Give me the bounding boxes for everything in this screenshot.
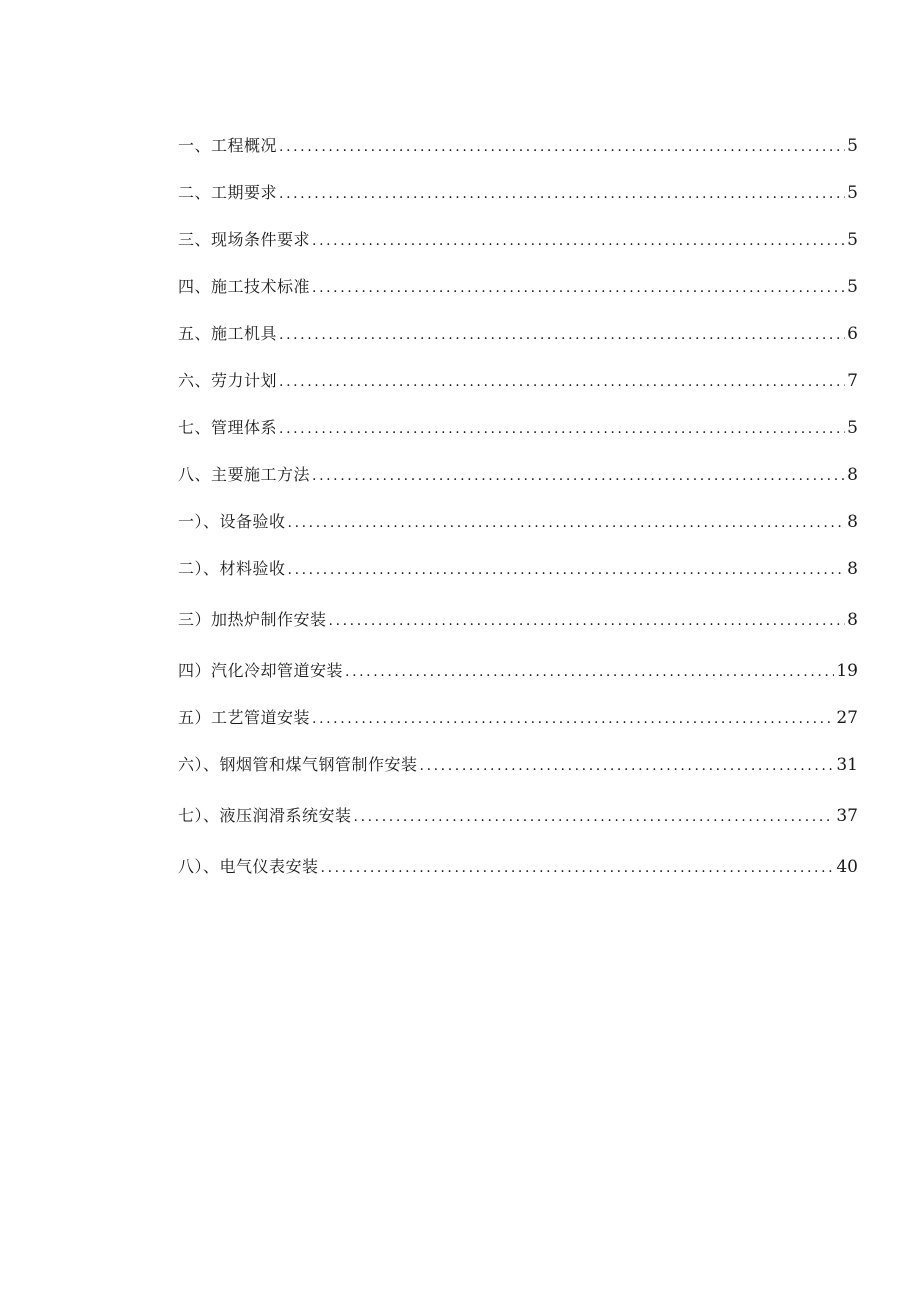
toc-entry-2[interactable] bbox=[178, 175, 858, 211]
toc-dot-leader bbox=[312, 270, 845, 306]
toc-entry-title: 四、施工技术标准 bbox=[178, 277, 311, 296]
toc-dot-leader bbox=[354, 799, 835, 835]
toc-dot-leader bbox=[279, 364, 845, 400]
toc-entry-4[interactable] bbox=[178, 269, 858, 305]
toc-entry-title: 四）汽化冷却管道安装 bbox=[178, 661, 344, 680]
toc-entry-page: 37 bbox=[836, 806, 858, 826]
toc-dot-leader bbox=[312, 701, 834, 737]
toc-entry-3[interactable] bbox=[178, 222, 858, 258]
toc-entry-page: 7 bbox=[847, 371, 858, 391]
toc-dot-leader bbox=[279, 317, 845, 353]
toc-dot-leader bbox=[312, 223, 845, 259]
toc-entry-6[interactable] bbox=[178, 363, 858, 399]
toc-entry-page: 8 bbox=[847, 610, 858, 630]
toc-entry-page: 40 bbox=[836, 857, 858, 877]
toc-dot-leader bbox=[288, 505, 846, 541]
toc-entry-title: 六、劳力计划 bbox=[178, 371, 278, 390]
toc-entry-page: 8 bbox=[847, 512, 858, 532]
toc-entry-15[interactable] bbox=[178, 798, 858, 834]
toc-entry-title: 七）、液压润滑系统安装 bbox=[178, 806, 352, 825]
toc-entry-title: 五）工艺管道安装 bbox=[178, 708, 311, 727]
toc-dot-leader bbox=[321, 850, 835, 886]
toc-entry-10[interactable] bbox=[178, 551, 858, 587]
toc-dot-leader bbox=[279, 129, 845, 165]
toc-entry-page: 8 bbox=[847, 559, 858, 579]
toc-entry-13[interactable] bbox=[178, 700, 858, 736]
toc-entry-title: 二、工期要求 bbox=[178, 183, 278, 202]
toc-entry-11[interactable] bbox=[178, 602, 858, 638]
toc-dot-leader bbox=[420, 748, 835, 784]
toc-entry-1[interactable] bbox=[178, 128, 858, 164]
toc-entry-title: 三、现场条件要求 bbox=[178, 230, 311, 249]
toc-entry-7[interactable] bbox=[178, 410, 858, 446]
toc-entry-page: 19 bbox=[836, 661, 858, 681]
toc-entry-title: 六）、钢烟管和煤气钢管制作安装 bbox=[178, 755, 418, 774]
toc-entry-title: 一、工程概况 bbox=[178, 136, 278, 155]
toc-dot-leader bbox=[329, 603, 846, 639]
toc-entry-8[interactable] bbox=[178, 457, 858, 493]
toc-entry-page: 5 bbox=[847, 183, 858, 203]
table-of-contents bbox=[178, 128, 858, 885]
toc-entry-page: 5 bbox=[847, 136, 858, 156]
toc-entry-page: 5 bbox=[847, 277, 858, 297]
toc-dot-leader bbox=[312, 458, 845, 494]
toc-dot-leader bbox=[288, 552, 846, 588]
toc-entry-title: 三）加热炉制作安装 bbox=[178, 610, 327, 629]
toc-entry-title: 二）、材料验收 bbox=[178, 559, 286, 578]
toc-entry-title: 一）、设备验收 bbox=[178, 512, 286, 531]
toc-entry-9[interactable] bbox=[178, 504, 858, 540]
toc-dot-leader bbox=[279, 176, 845, 212]
toc-entry-title: 五、施工机具 bbox=[178, 324, 278, 343]
toc-entry-5[interactable] bbox=[178, 316, 858, 352]
toc-entry-title: 七、管理体系 bbox=[178, 418, 278, 437]
toc-entry-page: 31 bbox=[836, 755, 858, 775]
toc-entry-title: 八、主要施工方法 bbox=[178, 465, 311, 484]
toc-dot-leader bbox=[279, 411, 845, 447]
toc-dot-leader bbox=[345, 654, 834, 690]
toc-entry-page: 8 bbox=[847, 465, 858, 485]
toc-entry-page: 6 bbox=[847, 324, 858, 344]
toc-entry-16[interactable] bbox=[178, 849, 858, 885]
toc-entry-14[interactable] bbox=[178, 747, 858, 783]
toc-entry-page: 5 bbox=[847, 230, 858, 250]
toc-entry-page: 27 bbox=[836, 708, 858, 728]
toc-entry-12[interactable] bbox=[178, 653, 858, 689]
toc-entry-page: 5 bbox=[847, 418, 858, 438]
toc-entry-title: 八）、电气仪表安装 bbox=[178, 857, 319, 876]
